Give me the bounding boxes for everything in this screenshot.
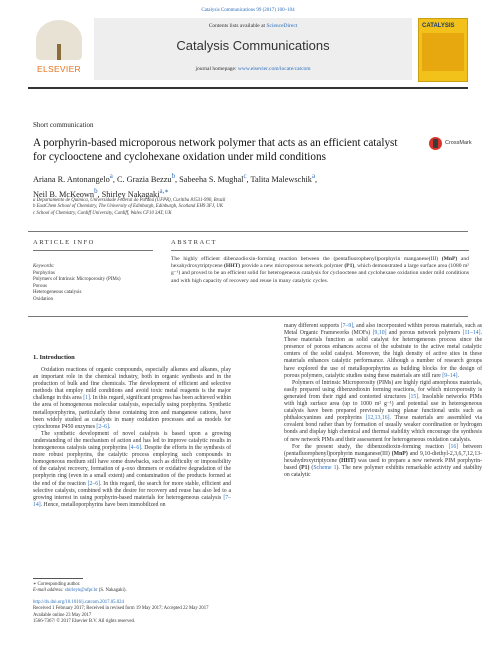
masthead-center bbox=[94, 18, 412, 80]
author-name[interactable]: , C. Grazia Bezzu bbox=[112, 174, 172, 184]
homepage-line: journal homepage: www.elsevier.com/locate/catcom bbox=[195, 66, 311, 72]
section-heading-introduction: 1. Introduction bbox=[33, 354, 75, 361]
body-column-left bbox=[33, 367, 231, 509]
citation-link[interactable]: [11–14] bbox=[462, 330, 481, 337]
author-name[interactable]: , Talita Malewschik bbox=[246, 174, 312, 184]
keywords-list bbox=[33, 264, 153, 303]
scheme-link[interactable]: Scheme 1 bbox=[313, 464, 337, 471]
crossmark-button[interactable] bbox=[429, 137, 473, 151]
corresponding-author-note: ∗ Corresponding author. bbox=[33, 582, 81, 587]
homepage-link[interactable]: www.elsevier.com/locate/catcom bbox=[237, 66, 311, 72]
author-name[interactable]: , Sabeeha S. Mughal bbox=[175, 174, 244, 184]
keyword-item: Porphyrins bbox=[33, 270, 55, 276]
elsevier-logo[interactable] bbox=[28, 18, 90, 80]
affiliation-marker[interactable]: b bbox=[94, 187, 98, 195]
footnote-rule bbox=[33, 578, 83, 579]
publication-details bbox=[33, 600, 333, 625]
available-online: Available online 23 May 2017 bbox=[33, 612, 92, 618]
cover-title: CATALYSIS bbox=[422, 23, 455, 29]
cover-image bbox=[422, 33, 464, 71]
citation-link[interactable]: [1] bbox=[83, 395, 90, 402]
keyword-item: Oxidation bbox=[33, 296, 53, 302]
article-type: Short communication bbox=[33, 121, 94, 129]
journal-cover[interactable] bbox=[418, 18, 468, 82]
citation-link[interactable]: [2–6] bbox=[96, 423, 109, 430]
email-note: E-mail address: shirleyn@ufpr.br (S. Nakagaki). bbox=[33, 588, 127, 594]
abstract-text: The highly efficient dibenzodioxin-forming reaction between the (pentafluorophenyl)porphyrin manganese(III) (MnP) and hexahydroxytriptycene (HHT) provide a new microporous network polymer (P1), which demonstrated a large surface area (1080 m² g⁻¹) and proved to be an efficient solid for heterogeneous catalysis for cyclooctene and cyclohexane oxidation under mild conditions and with high capacity of recovery and reuse in many catalytic cycles. bbox=[171, 256, 469, 284]
affiliations bbox=[33, 198, 463, 217]
citation-link[interactable]: [9,10] bbox=[372, 330, 387, 337]
paragraph: Oxidation reactions of organic compounds, especially alkenes and alkanes, play an important role in the chemical industry, both in organic synthesis and in the production of bulk and fine chemicals. The development of efficient and selective methods that employ mild conditions and avoid toxic metal reagents is the major challenge in this area [1]. In this regard, significant progress has been achieved within the area of homogeneous molecular catalysis, especially using porphyrins. Synthetic metalloporphyrins, particularly those containing iron and manganese cations, have been widely studied as catalysts in many oxidation processes and as models for cytochrome P450 enzymes [2–6]. bbox=[33, 367, 231, 430]
citation-link[interactable]: [15] bbox=[408, 393, 419, 400]
keyword-item: Polymers of Intrinsic Microporosity (PIMs) bbox=[33, 277, 121, 282]
masthead bbox=[28, 18, 470, 84]
paragraph: many different supports [7–9], and also incorporated within porous materials, such as Metal Organic Frameworks (MOFs) [9,10] and porous network polymers [11–14]. These materials function as solid catalyst for heterogeneous process since the presence of porous enhances access of the substrate to the active metal catalytic centers of the solid catalyst. Moreover, the high density of active sites in these materials enhances catalytic performance. Although a number of research groups have explored the use of metalloporphyrins as building blocks for the design of porous polymers, catalytic studies using these materials are still rare [9–14]. bbox=[284, 323, 483, 379]
keyword-item: Heterogeneous catalysis bbox=[33, 290, 82, 295]
citation-link[interactable]: [2–6] bbox=[87, 480, 101, 487]
article-info-rule bbox=[33, 250, 153, 251]
affiliation-marker[interactable]: a bbox=[109, 173, 113, 180]
author-name[interactable]: Ariana R. Antonangelo bbox=[33, 174, 110, 184]
journal-reference[interactable]: Catalysis Communications 99 (2017) 100–104 bbox=[201, 8, 295, 13]
doi-link[interactable]: http://dx.doi.org/10.1016/j.catcom.2017.05.024 bbox=[33, 600, 124, 605]
affiliation-a: a Departamento de Química, Universidade Federal do Paraná (UFPR), Curitiba 81531-990, Brazil bbox=[33, 198, 226, 203]
citation-link[interactable]: [4–6] bbox=[128, 445, 142, 452]
citation-link[interactable]: [9–14] bbox=[442, 372, 458, 379]
citation-link[interactable]: [16] bbox=[448, 443, 459, 450]
affiliation-marker[interactable]: c bbox=[243, 173, 247, 180]
author-name[interactable]: , Shirley Nakagaki bbox=[97, 189, 160, 199]
paragraph: Polymers of Intrinsic Microporosity (PIMs) are highly rigid amorphous materials, easily prepared using dibenzodioxin forming reactions, for which microporosity is generated from their rigid and contorted structures [15]. Insoluble networks PIMs with high surface area (up to 1000 m² g⁻¹) and potential use in heterogeneous catalysis have been prepared previously using planar functional units such as phthalocyanines and porphyrins [12,13,16]. These materials are assembled via covalent bond rather than by formation of usually weaker coordination or hydrogen bonds and display high chemical and thermal stability which encourage the synthesis of new network PIMs and their assessment for heterogeneous oxidation catalysis. bbox=[284, 379, 482, 443]
affiliation-marker[interactable]: a,∗ bbox=[159, 187, 170, 195]
crossmark-icon bbox=[429, 137, 442, 150]
affiliation-c: c School of Chemistry, Cardiff University, Cardiff, Wales CF10 3AT, UK bbox=[33, 210, 172, 216]
footnotes bbox=[33, 582, 273, 595]
article-title: A porphyrin-based microporous network polymer that acts as an efficient catalyst for cyclooctene and cyclohexane oxidation under mild conditions bbox=[33, 137, 398, 163]
author-name[interactable]: Neil B. McKeown bbox=[33, 189, 95, 199]
keywords-label: Keywords: bbox=[33, 264, 55, 269]
copyright: 1566-7367/ © 2017 Elsevier B.V. All rights reserved. bbox=[33, 618, 136, 624]
abstract-bottom-rule bbox=[28, 316, 468, 317]
article-info-heading: ARTICLE INFO bbox=[33, 239, 95, 246]
keyword-item: Porous bbox=[33, 283, 47, 289]
journal-name: Catalysis Communications bbox=[176, 38, 330, 53]
abstract-heading: ABSTRACT bbox=[171, 239, 217, 246]
paragraph: The synthetic development of novel catalysts is based upon a growing understanding of the mechanism of action and has led to improve catalytic results in homogeneous catalysis using porphyrins [4–6]. Despite the efforts in the synthesis of more robust porphyrins, the catalytic process employing such compounds in homogeneous medium still have some drawbacks, such as difficulty or impossibility of the catalyst recovery, formation of μ-oxo dimmers or oxidative degradation of the porphyrin ring (even in a small extent) and contamination of the products formed at the end of the reaction [2–6]. In this regard, the search for more stable, efficient and selective catalysts, combined with the desire for recovery and reuse has also led to a growing interest in using porphyrin-based materials for heterogeneous catalysis [7–14]. Hence, metalloporphyrins have been immobilized on bbox=[33, 430, 231, 508]
contents-line: Contents lists available at ScienceDirect bbox=[208, 23, 298, 29]
affiliation-rule bbox=[28, 231, 468, 232]
body-column-right bbox=[284, 323, 482, 479]
author-list: Ariana R. Antonangelo$^a$, C. Grazia Bezzu$^b$, Sabeeha S. Mughal$^c$, Talita Malewschik$^a$, Neil B. McKeown$^b$, Shirley Nakagaki$^{a,∗}$ bbox=[33, 173, 318, 199]
sciencedirect-link[interactable]: ScienceDirect bbox=[266, 23, 298, 29]
abstract-rule bbox=[171, 250, 469, 251]
publisher-name: ELSEVIER bbox=[37, 64, 81, 74]
paragraph: For the present study, the dibenzodioxin-forming reaction [16] between (pentafluorophenyl)porphyrin manganese(III) (MnP) and 9,10-diethyl-2,3,6,7,12,13-hexahydroxytriptycene (HHT) was used to prepare a new network PIM porphyrin-based (P1) (Scheme 1). The new polymer exhibits remarkable activity and stability on catalytic bbox=[284, 443, 483, 478]
citation-link[interactable]: [7–9] bbox=[340, 323, 354, 329]
affiliation-marker[interactable]: b bbox=[171, 173, 176, 180]
elsevier-tree-icon bbox=[36, 20, 82, 60]
crossmark-label: CrossMark bbox=[445, 140, 472, 146]
received-dates: Received 1 February 2017; Received in revised form 19 May 2017; Accepted 22 May 2017 bbox=[33, 606, 209, 612]
email-link[interactable]: shirleyn@ufpr.br bbox=[64, 588, 98, 594]
affiliation-marker[interactable]: a bbox=[311, 173, 316, 180]
citation-link[interactable]: [12,13,16] bbox=[365, 415, 390, 422]
affiliation-b: b EastChem School of Chemistry, The University of Edinburgh, Edinburgh, Scotland EH9 3FJ, UK bbox=[33, 204, 224, 210]
citation-link[interactable]: [7–14] bbox=[33, 494, 231, 508]
header-rule bbox=[28, 87, 468, 89]
